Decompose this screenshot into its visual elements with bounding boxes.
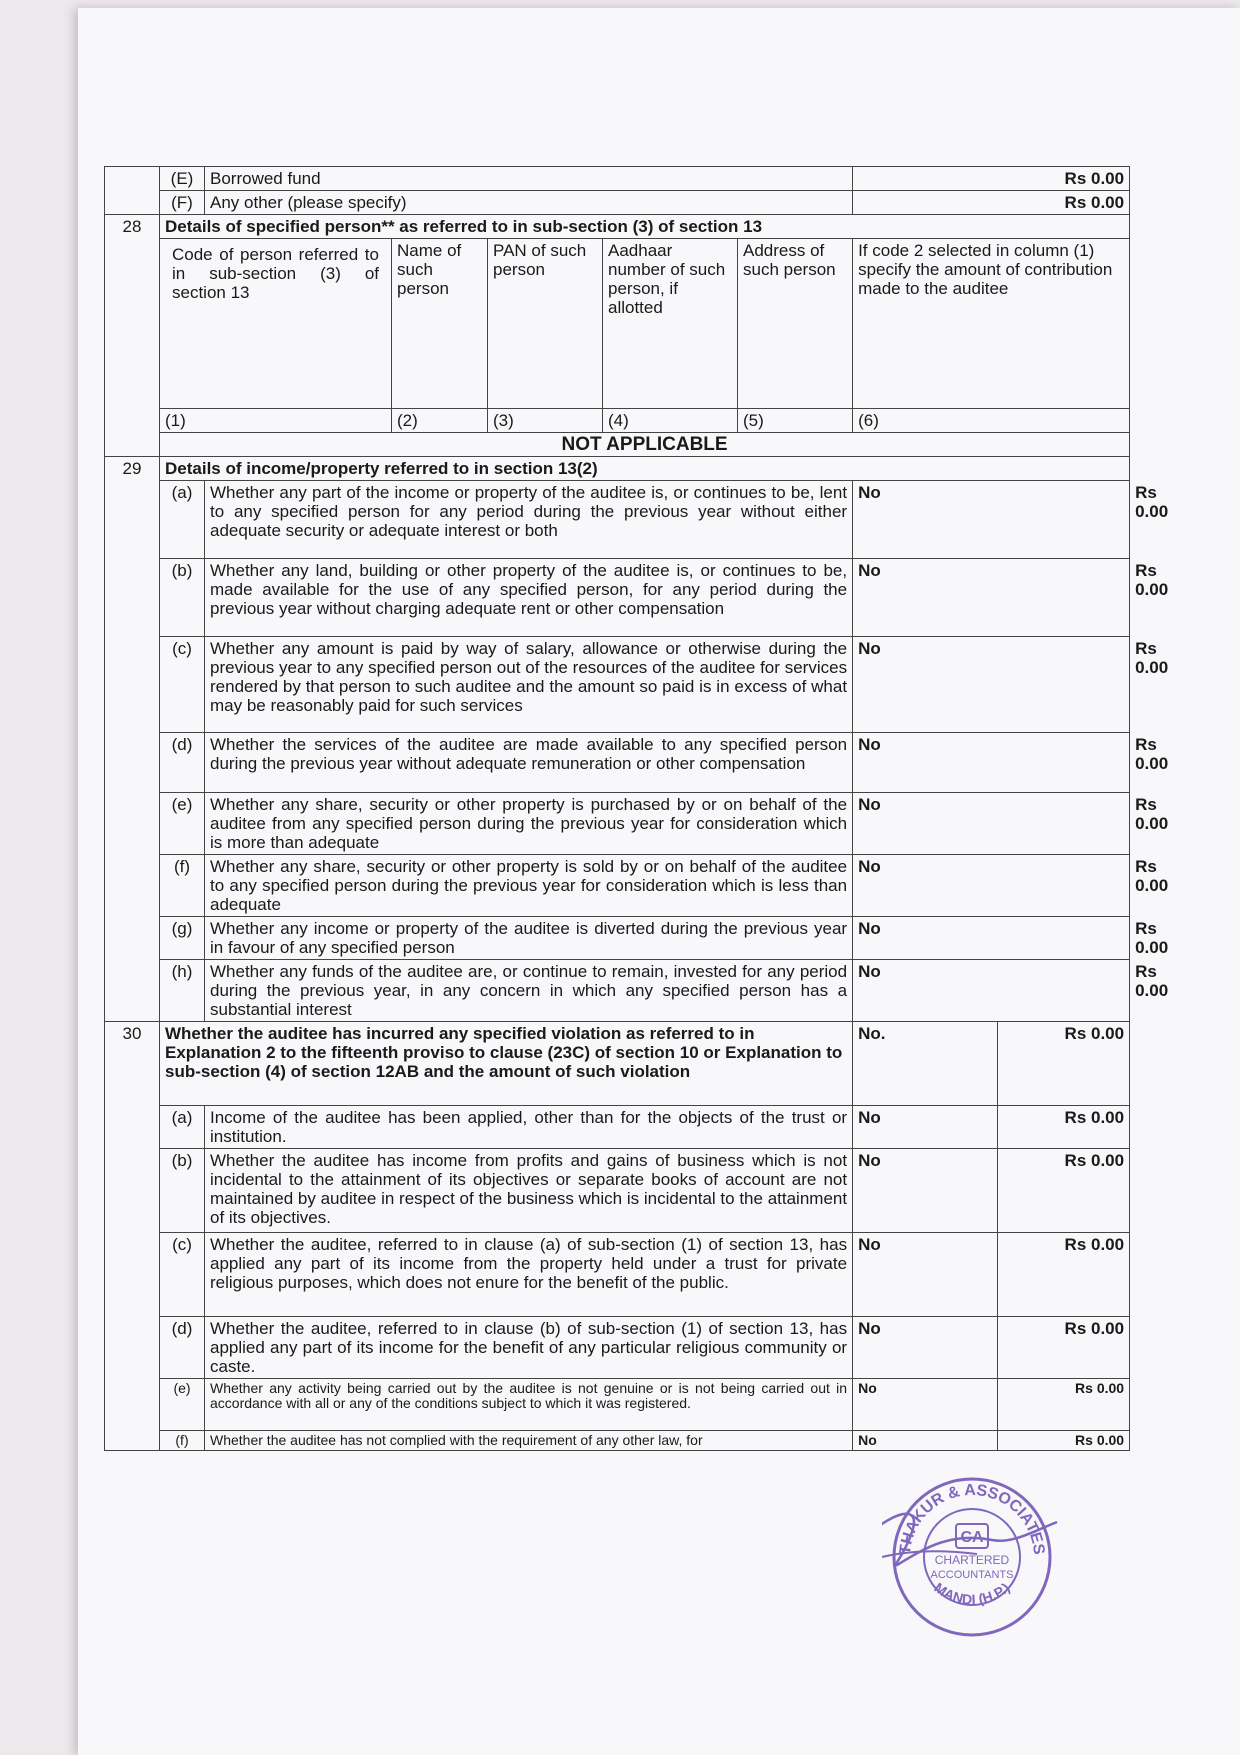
- row-text: Whether the auditee, referred to in clause (a) of sub-section (1) of section 13, has applied any part of its income from the property held under a trust for private religious purposes, which does not enure for the benefit of the public.: [205, 1233, 853, 1317]
- row-code: (f): [160, 1431, 205, 1451]
- ca-logo-icon: CA: [960, 1529, 984, 1546]
- row-answer: No: [853, 1106, 998, 1149]
- row-amount: Rs 0.00: [998, 1022, 1130, 1106]
- s30-row-c: [105, 1233, 1130, 1317]
- row-answer: No: [853, 481, 1130, 559]
- row-answer: No: [853, 1317, 998, 1379]
- row-amount: Rs 0.00: [998, 1233, 1130, 1317]
- col-number: (6): [853, 409, 1130, 433]
- row-text: Whether any share, security or other property is sold by or on behalf of the auditee to any specified person during the previous year for consideration which is less than adequate: [205, 855, 853, 917]
- col-header-contribution: If code 2 selected in column (1) specify the amount of contribution made to the auditee: [853, 239, 1130, 409]
- row-code: (F): [160, 191, 205, 215]
- row-amount: Rs 0.00: [998, 1149, 1130, 1233]
- row-answer: No: [853, 960, 1130, 1022]
- col-header-address: Address of such person: [738, 239, 853, 409]
- row-amount: Rs 0.00: [998, 1317, 1130, 1379]
- sno-empty: [105, 167, 160, 215]
- row-text: Whether any funds of the auditee are, or continue to remain, invested for any period during the previous year, in any concern in which any specified person has a substantial interest: [205, 960, 853, 1022]
- section-title: Details of income/property referred to in section 13(2): [160, 457, 1130, 481]
- s30-row-d: [105, 1317, 1130, 1379]
- row-code: (h): [160, 960, 205, 1022]
- row-amount: Rs 0.00: [853, 167, 1130, 191]
- row-text: Whether the auditee has not complied with the requirement of any other law, for: [205, 1431, 853, 1451]
- row-text: Whether any activity being carried out by the auditee is not genuine or is not being carried out in accordance with all or any of the conditions subject to which it was registered.: [205, 1379, 853, 1431]
- s29-row-d: [105, 733, 1130, 793]
- s29-row-h: [105, 960, 1130, 1022]
- row-code: (a): [160, 481, 205, 559]
- row-answer: No: [853, 855, 1130, 917]
- row-code: (d): [160, 1317, 205, 1379]
- s29-row-g: [105, 917, 1130, 960]
- row-amount: Rs 0.00: [853, 191, 1130, 215]
- s29-row-c: [105, 637, 1130, 733]
- s30-row-f: [105, 1431, 1130, 1451]
- section-29-title-row: [105, 457, 1130, 481]
- row-text: Whether any part of the income or property of the auditee is, or continues to be, lent to any specified person for any period during the previous year without either adequate security or adequate interest or both: [205, 481, 853, 559]
- col-header-aadhaar: Aadhaar number of such person, if allotted: [603, 239, 738, 409]
- row-answer: No: [853, 559, 1130, 637]
- col-number: (4): [603, 409, 738, 433]
- s30-row-e: [105, 1379, 1130, 1431]
- s30-row-b: [105, 1149, 1130, 1233]
- stamp-ring-top-text: THAKUR & ASSOCIATES: [896, 1481, 1048, 1556]
- row-text: Whether any land, building or other property of the auditee is, or continues to be, made available for the use of any specified person, for any period during the previous year without charging adequate rent or other compensation: [205, 559, 853, 637]
- section-30-title-row: [105, 1022, 1130, 1106]
- row-text: Any other (please specify): [205, 191, 853, 215]
- row-code: (c): [160, 1233, 205, 1317]
- stamp-line2: ACCOUNTANTS: [930, 1569, 1014, 1581]
- col-number: (2): [392, 409, 488, 433]
- section-number: 30: [105, 1022, 160, 1451]
- row-answer: No: [853, 637, 1130, 733]
- row-amount: Rs 0.00: [998, 1431, 1130, 1451]
- col-header-name: Name of such person: [392, 239, 488, 409]
- section-number: 28: [105, 215, 160, 457]
- not-applicable-text: NOT APPLICABLE: [160, 433, 1130, 457]
- row-answer: No: [853, 733, 1130, 793]
- section-28-na-row: [105, 433, 1130, 457]
- row-text: Whether the services of the auditee are made available to any specified person during the previous year without adequate remuneration or other compensation: [205, 733, 853, 793]
- row-code: (c): [160, 637, 205, 733]
- row-code: (f): [160, 855, 205, 917]
- row-answer: No.: [853, 1022, 998, 1106]
- s29-row-b: [105, 559, 1130, 637]
- row-amount: Rs 0.00: [998, 1106, 1130, 1149]
- row-answer: No: [853, 1233, 998, 1317]
- auditor-stamp: [882, 1462, 1062, 1642]
- row-f: [105, 191, 1130, 215]
- row-answer: No: [853, 1379, 998, 1431]
- row-amount: Rs 0.00: [998, 1379, 1130, 1431]
- row-code: (b): [160, 1149, 205, 1233]
- row-code: (d): [160, 733, 205, 793]
- row-answer: No: [853, 793, 1130, 855]
- s29-row-e: [105, 793, 1130, 855]
- form-table: [104, 166, 1130, 1451]
- row-text: Whether any share, security or other property is purchased by or on behalf of the auditee from any specified person during the previous year for consideration which is more than adequate: [205, 793, 853, 855]
- audit-report-table: [104, 166, 1129, 1451]
- stamp-line1: CHARTERED: [934, 1553, 1010, 1567]
- row-text: Borrowed fund: [205, 167, 853, 191]
- row-text: Whether any income or property of the auditee is diverted during the previous year in favour of any specified person: [205, 917, 853, 960]
- row-code: (e): [160, 1379, 205, 1431]
- row-e: [105, 167, 1130, 191]
- row-code: (b): [160, 559, 205, 637]
- col-header-pan: PAN of such person: [488, 239, 603, 409]
- s29-row-f: [105, 855, 1130, 917]
- row-text: Income of the auditee has been applied, other than for the objects of the trust or institution.: [205, 1106, 853, 1149]
- col-number: (1): [160, 409, 392, 433]
- row-code: (E): [160, 167, 205, 191]
- row-text: Whether any amount is paid by way of salary, allowance or otherwise during the previous year to any specified person out of the resources of the auditee for services rendered by that person to such auditee and the amount so paid is in excess of what may be reasonably paid for such services: [205, 637, 853, 733]
- stamp-bottom-text: MANDI (H.P.): [931, 1579, 1013, 1608]
- row-code: (g): [160, 917, 205, 960]
- s30-row-a: [105, 1106, 1130, 1149]
- section-28-title-row: [105, 215, 1130, 239]
- s29-row-a: [105, 481, 1130, 559]
- section-28-colnum-row: [105, 409, 1130, 433]
- row-text: Whether the auditee, referred to in clause (b) of sub-section (1) of section 13, has applied any part of its income for the benefit of any particular religious community or caste.: [205, 1317, 853, 1379]
- row-code: (e): [160, 793, 205, 855]
- row-answer: No: [853, 1431, 998, 1451]
- row-answer: No: [853, 1149, 998, 1233]
- row-text: Whether the auditee has income from profits and gains of business which is not incidental to the attainment of its objectives or separate books of account are not maintained by auditee in respect of the business which is incidental to the attainment of its objectives.: [205, 1149, 853, 1233]
- col-header-code: Code of person referred to in sub-section (3) of section 13: [160, 239, 392, 409]
- row-answer: No: [853, 917, 1130, 960]
- section-title: Details of specified person** as referred to in sub-section (3) of section 13: [160, 215, 1130, 239]
- section-28-header-row: [105, 239, 1130, 409]
- col-number: (3): [488, 409, 603, 433]
- row-code: (a): [160, 1106, 205, 1149]
- section-title: Whether the auditee has incurred any specified violation as referred to in Explanation 2 to the fifteenth proviso to clause (23C) of section 10 or Explanation to sub-section (4) of section 12AB and the amount of such violation: [160, 1022, 853, 1106]
- col-number: (5): [738, 409, 853, 433]
- section-number: 29: [105, 457, 160, 1022]
